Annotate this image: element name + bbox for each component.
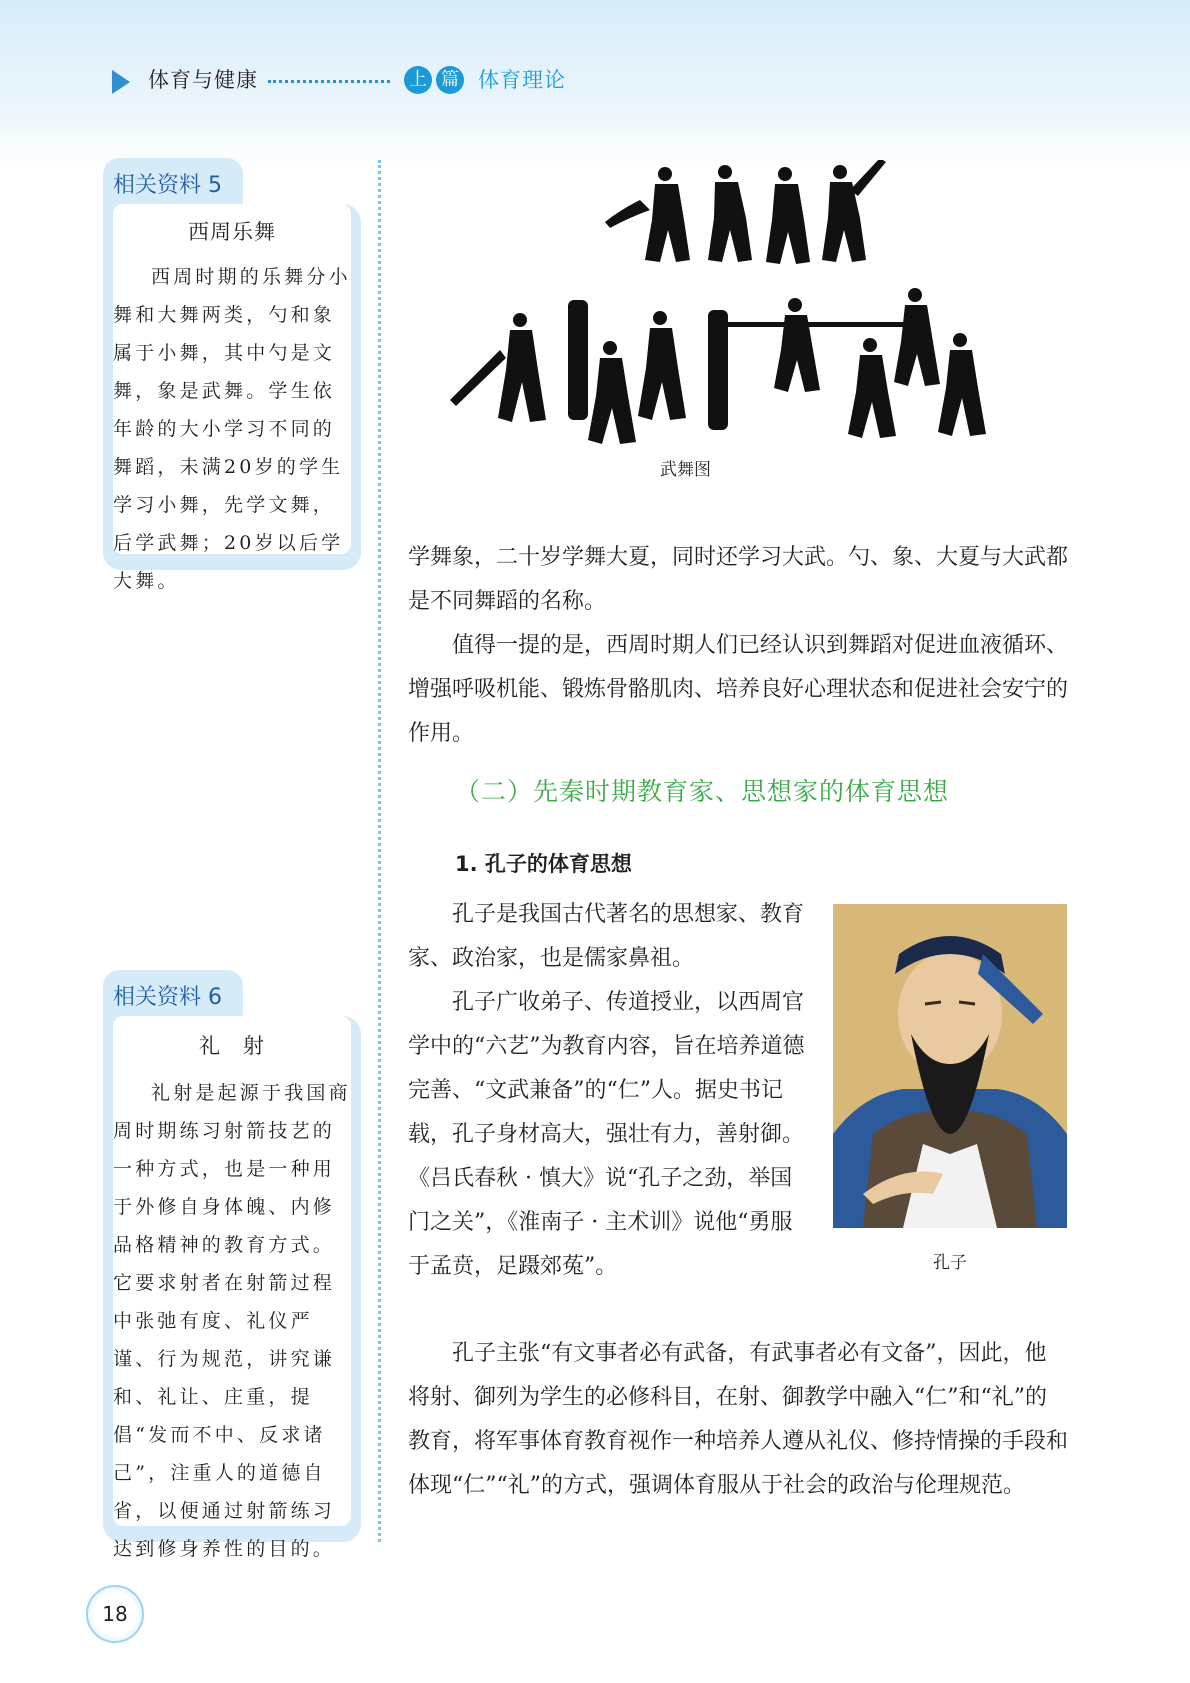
paragraph-5: 孔子主张“有文事者必有武备，有武事者必有文备”，因此，他将射、御列为学生的必修科目，在射、御教学中融入“仁”和“礼”的教育，将军事体育教育视作一种培养人遵从礼仪、修持情操的手段和体现“仁”“礼”的方式，强调体育服从于社会的政治与伦理规范。	[408, 1341, 1069, 1498]
dancer-figure	[450, 313, 546, 422]
dancer-figure	[708, 165, 752, 262]
section-title: 体育理论	[478, 68, 566, 92]
sidebar-box-1-label: 相关资料 5	[113, 173, 222, 198]
shield-prop	[568, 300, 588, 420]
figure-caption-wuwu: 武舞图	[660, 460, 711, 480]
part-badge-first: 上	[404, 66, 432, 94]
book-title: 体育与健康	[148, 68, 258, 92]
play-arrow-icon	[112, 70, 130, 94]
dancer-figure	[848, 338, 896, 438]
sidebar-box-2-title: 礼 射	[199, 1034, 265, 1058]
section-heading: （二）先秦时期教育家、思想家的体育思想	[455, 777, 950, 806]
dancer-figure	[588, 341, 636, 444]
dancer-figure	[894, 288, 940, 386]
figure-caption-confucius: 孔子	[933, 1253, 967, 1273]
text-column-beside-portrait	[408, 893, 808, 1289]
confucius-portrait	[833, 904, 1067, 1228]
part-badge-second: 篇	[436, 66, 464, 94]
dancer-figure	[638, 311, 686, 420]
sidebar-box-1-text: 西周时期的乐舞分小舞和大舞两类，勺和象属于小舞，其中勺是文舞，象是武舞。学生依年龄的大小学习不同的舞蹈，未满20岁的学生学习小舞，先学文舞，后学武舞；20岁以后学大舞。	[113, 266, 351, 592]
sidebar-box-2-text: 礼射是起源于我国商周时期练习射箭技艺的一种方式，也是一种用于外修自身体魄、内修品格精神的教育方式。它要求射者在射箭过程中张弛有度、礼仪严谨、行为规范，讲究谦和、礼让、庄重，提倡“发而不中、反求诸己”，注重人的道德自省，以便通过射箭练习达到修身养性的目的。	[113, 1082, 351, 1560]
dancer-figure	[766, 167, 810, 264]
header-dotted-leader	[268, 80, 390, 83]
paragraph-4: 孔子广收弟子、传道授业，以西周官学中的“六艺”为教育内容，旨在培养道德完善、“文武兼备”的“仁”人。据史书记载，孔子身材高大，强壮有力，善射御。《吕氏春秋 · 慎大》说“孔子之劲，举国门之关”，《淮南子 · 主术训》说他“勇服于孟贲，足蹑郊菟”。	[408, 990, 805, 1279]
sidebar-box-1-title: 西周乐舞	[188, 220, 276, 244]
sidebar-box-2-label: 相关资料 6	[113, 985, 222, 1010]
paragraph-3: 孔子是我国古代著名的思想家、教育家、政治家，也是儒家鼻祖。	[408, 902, 805, 971]
dancer-figure	[605, 167, 690, 262]
dancer-figure	[774, 298, 820, 392]
page-number: 18	[86, 1585, 144, 1643]
sub-heading: 1. 孔子的体育思想	[455, 852, 632, 876]
paragraph-1: 学舞象，二十岁学舞大夏，同时还学习大武。勺、象、大夏与大武都是不同舞蹈的名称。	[408, 545, 1069, 614]
column-divider	[378, 160, 381, 1542]
shield-prop	[708, 310, 728, 430]
dancer-figure	[822, 160, 886, 262]
dancer-figure	[938, 333, 986, 436]
paragraph-2: 值得一提的是，西周时期人们已经认识到舞蹈对促进血液循环、增强呼吸机能、锻炼骨骼肌肉、培养良好心理状态和促进社会安宁的作用。	[408, 633, 1069, 746]
martial-dance-illustration	[440, 160, 1040, 480]
